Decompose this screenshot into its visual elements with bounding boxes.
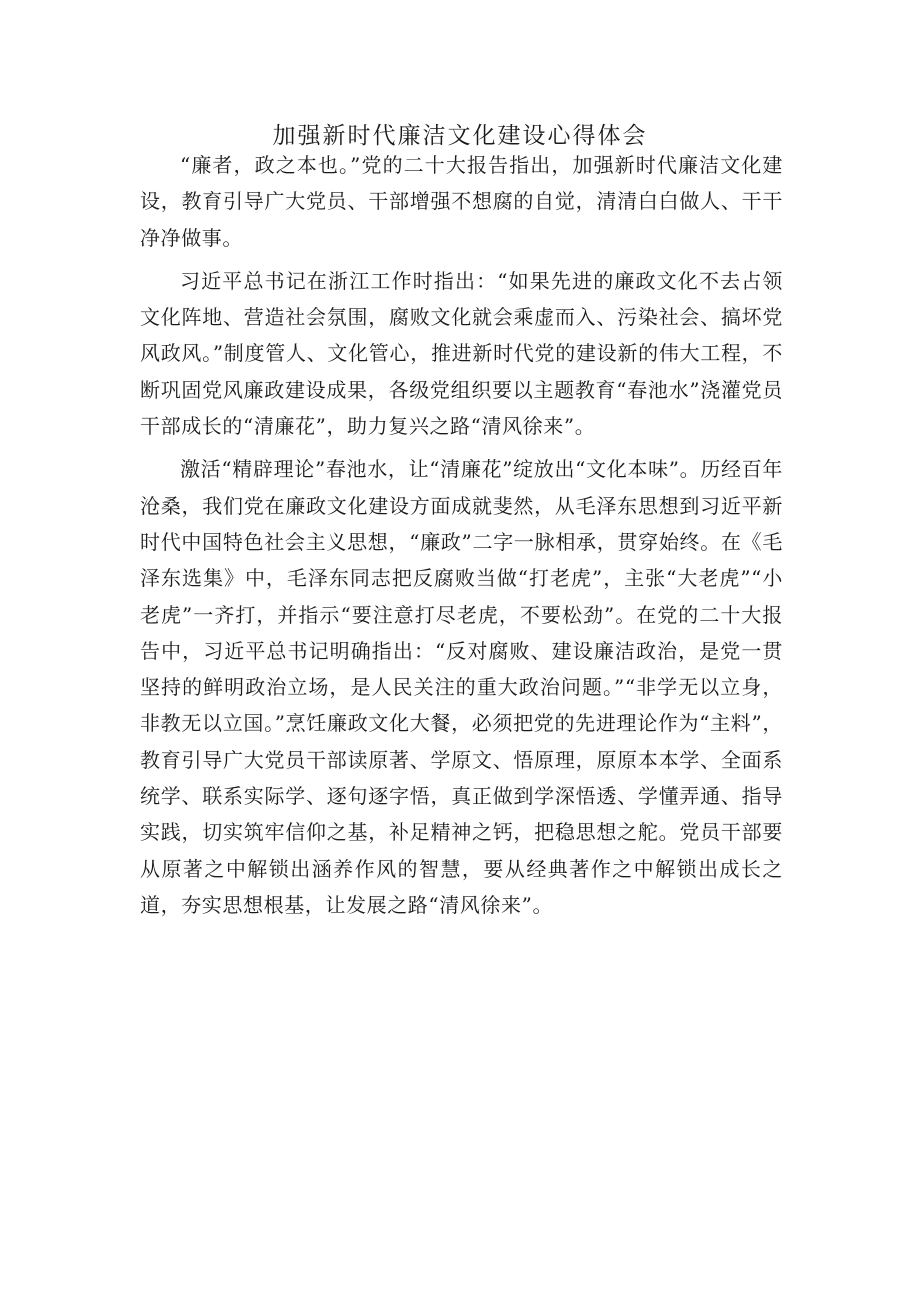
document-title: 加强新时代廉洁文化建设心得体会 <box>272 123 648 149</box>
document-body <box>140 147 783 930</box>
paragraph-1: “廉者，政之本也。”党的二十大报告指出，加强新时代廉洁文化建设，教育引导广大党员、干部增强不想腐的自觉，清清白白做人、干干净净做事。 <box>140 153 783 250</box>
paragraph-2: 习近平总书记在浙江工作时指出：“如果先进的廉政文化不去占领文化阵地、营造社会氛围，腐败文化就会乘虚而入、污染社会、搞坏党风政风。”制度管人、文化管心，推进新时代党的建设新的伟大工程，不断巩固党风廉政建设成果，各级党组织要以主题教育“春池水”浇灌党员干部成长的“清廉花”，助力复兴之路“清风徐来”。 <box>140 268 783 439</box>
paragraph-3: 激活“精辟理论”春池水，让“清廉花”绽放出“文化本味”。历经百年沧桑，我们党在廉政文化建设方面成就斐然，从毛泽东思想到习近平新时代中国特色社会主义思想，“廉政”二字一脉相承，贯穿始终。在《毛泽东选集》中，毛泽东同志把反腐败当做“打老虎”，主张“大老虎”“小老虎”一齐打，并指示“要注意打尽老虎，不要松劲”。在党的二十大报告中，习近平总书记明确指出：“反对腐败、建设廉洁政治，是党一贯坚持的鲜明政治立场，是人民关注的重大政治问题。”“非学无以立身，非教无以立国。”烹饪廉政文化大餐，必须把党的先进理论作为“主料”，教育引导广大党员干部读原著、学原文、悟原理，原原本本学、全面系统学、联系实际学、逐句逐字悟，真正做到学深悟透、学懂弄通、指导实践，切实筑牢信仰之基，补足精神之钙，把稳思想之舵。党员干部要从原著之中解锁出涵养作风的智慧，要从经典著作之中解锁出成长之道，夯实思想根基，让发展之路“清风徐来”。 <box>140 457 783 917</box>
